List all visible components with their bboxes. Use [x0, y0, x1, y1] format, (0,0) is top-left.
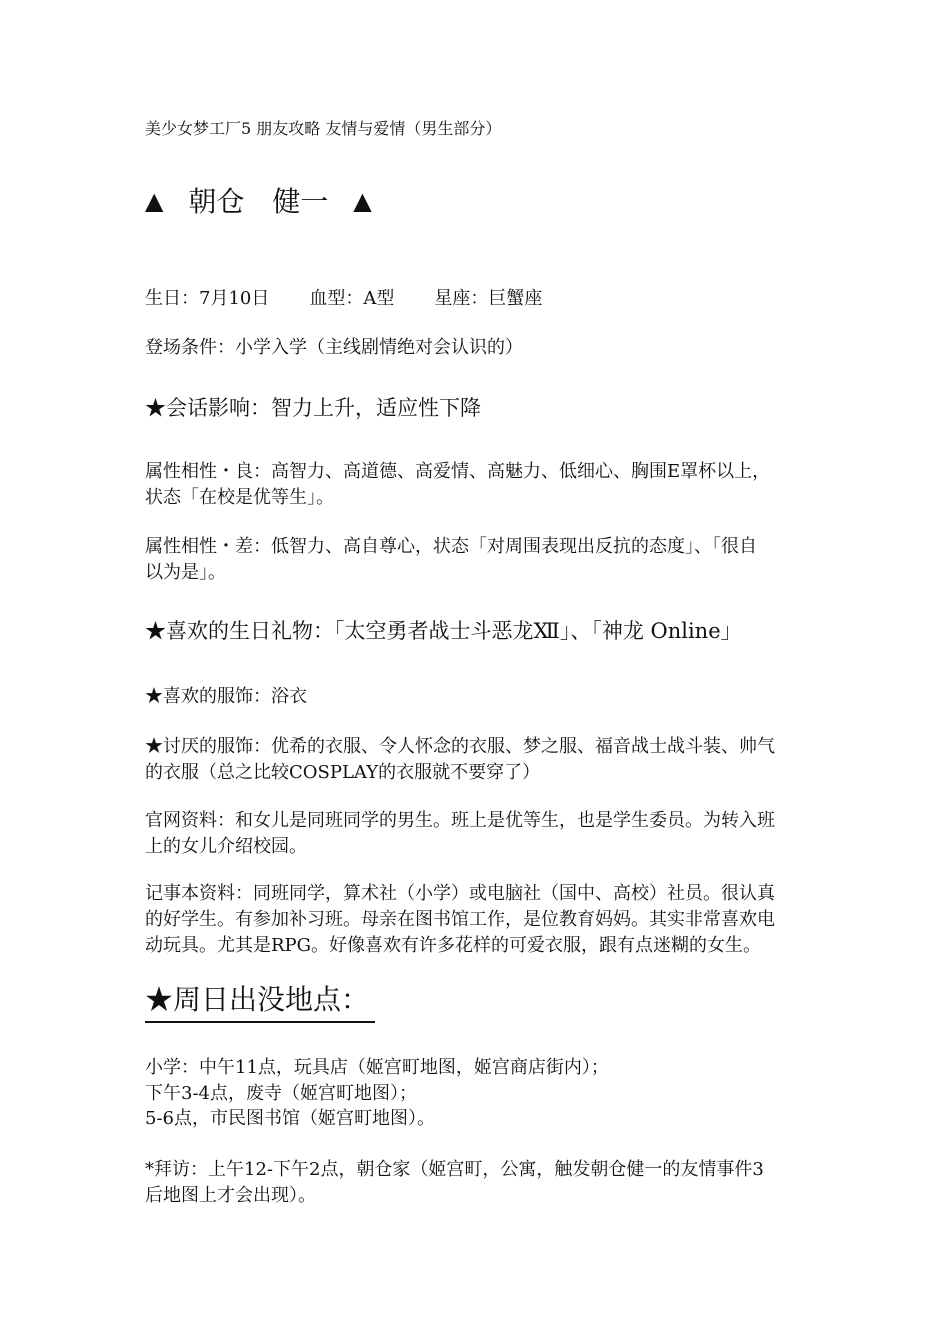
zodiac: 星座：巨蟹座 [434, 288, 543, 309]
notebook-line-2: 的好学生。有参加补习班。母亲在图书馆工作，是位教育妈妈。其实非常喜欢电 [145, 909, 775, 930]
heading-underline [145, 1021, 375, 1023]
appear-condition: 登场条件：小学入学（主线剧情绝对会认识的） [145, 337, 523, 358]
official-line-1: 官网资料：和女儿是同班同学的男生。班上是优等生，也是学生委员。为转入班 [145, 810, 775, 831]
notebook-line-1: 记事本资料：同班同学，算术社（小学）或电脑社（国中、高校）社员。很认真 [145, 883, 775, 904]
official-line-2: 上的女儿介绍校园。 [145, 836, 307, 857]
birthday: 生日：7月10日 [145, 288, 270, 309]
bad-attr-line-2: 以为是」。 [145, 562, 226, 583]
talk-effect: ★会话影响：智力上升，适应性下降 [145, 396, 481, 420]
doc-title: 美少女梦工厂5 朋友攻略 友情与爱情（男生部分） [145, 119, 502, 138]
sunday-line-2: 下午3-4点，废寺（姬宫町地图）； [145, 1083, 417, 1104]
character-name: 朝仓 健一 [188, 185, 329, 218]
gift: ★喜欢的生日礼物：「太空勇者战士斗恶龙Ⅻ」、「神龙 Online」 [145, 619, 742, 643]
sunday-line-1: 小学：中午11点，玩具店（姬宫町地图，姬宫商店街内）； [145, 1057, 609, 1078]
disliked-clothes-line-2: 的衣服（总之比较COSPLAY的衣服就不要穿了） [145, 762, 541, 783]
disliked-clothes-line-1: ★讨厌的服饰：优希的衣服、令人怀念的衣服、梦之服、福音战士战斗装、帅气 [145, 736, 775, 757]
good-attr-line-2: 状态「在校是优等生」。 [145, 487, 334, 508]
sunday-heading: ★周日出没地点： [145, 983, 370, 1016]
notebook-line-3: 动玩具。尤其是RPG。好像喜欢有许多花样的可爱衣服，跟有点迷糊的女生。 [145, 935, 762, 956]
visit-line-1: *拜访：上午12-下午2点，朝仓家（姬宫町，公寓，触发朝仓健一的友情事件3 [145, 1159, 764, 1180]
triangle-icon: ▲ [353, 187, 372, 215]
visit-line-2: 后地图上才会出现）。 [145, 1185, 316, 1206]
bad-attr-line-1: 属性相性・差：低智力、高自尊心，状态「对周围表现出反抗的态度」、「很自 [145, 536, 757, 557]
good-attr-line-1: 属性相性・良：高智力、高道德、高爱情、高魅力、低细心、胸围E罩杯以上， [145, 461, 771, 482]
liked-clothes: ★喜欢的服饰：浴衣 [145, 686, 307, 707]
sunday-line-3: 5-6点，市民图书馆（姬宫町地图）。 [145, 1108, 435, 1129]
profile-row [145, 290, 542, 308]
triangle-icon: ▲ [145, 187, 164, 215]
blood-type: 血型：A型 [309, 288, 395, 309]
character-heading [145, 185, 372, 218]
